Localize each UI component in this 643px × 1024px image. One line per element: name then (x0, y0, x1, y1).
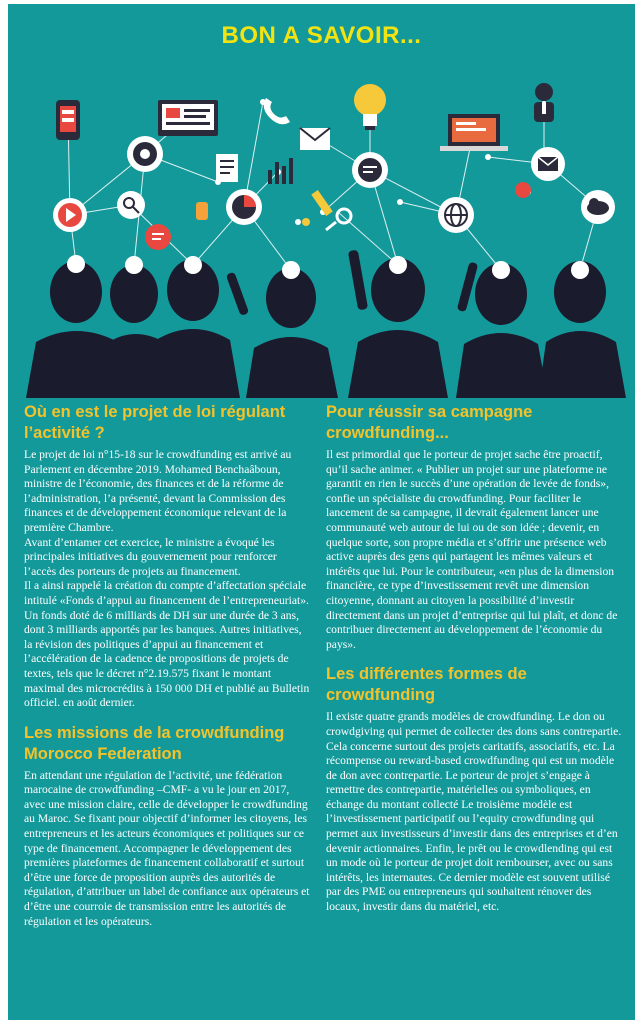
paragraph: Il est primordial que le porteur de projet sache être proactif, qu’il sache animer. « Publier un projet sur une plateforme ne garantit en rien le succès d’une opération de levée de fonds», confie un spécialiste du crowdfunding. Pour faciliter le lancement de sa campagne, il devrait également lancer une communauté web autour de lui ou de son idée ; devenir, en quelque sorte, son propre média et s’offrir une présence web active auprès des gens qui partagent les mêmes valeurs et intérêts que lui. Pour le contributeur, «en plus de la dimension financière, ce type d’investissement revêt une dimension citoyenne, donnant au citoyen la possibilité d’investir directement dans un projet d’entreprise qui lui plaît, et donc de contribuer directement au développement de l’économie du pays». (326, 448, 618, 651)
paragraph: Le projet de loi n°15-18 sur le crowdfunding est arrivé au Parlement en décembre 2019. Mohamed Benchaâboun, ministre de l’économie, des finances et de la réforme de l’administration, l’a présenté, devant la Commission des finances et de développement économique relevant de la première Chambre. (24, 448, 292, 534)
hand-pointer-icon (196, 202, 208, 220)
globe-icon (438, 197, 474, 233)
crowd-ideas-illustration (8, 62, 635, 398)
lightbulb-icon (354, 84, 386, 130)
section-heading-campagne: Pour réussir sa campagne crowdfunding... (326, 403, 533, 442)
paragraph: Il existe quatre grands modèles de crowdfunding. Le don ou crowdgiving qui permet de collecter des dons sans contrepartie. Cela concerne surtout des projets caritatifs, associatifs, etc. La récompense ou reward-based crowdfunding qui est un modèle de don avec contrepartie. Le porteur de projet s’engage à remettre des contrepartie, matérielles ou symboliques, en échange du montant collecté Le troisième modèle est l’investissement participatif ou l’equity crowdfunding qui permet aux investisseurs d’investir dans des entreprises et d’en devenir actionnaires. Enfin, le prêt ou le crowdlending qui est un mode où le porteur de projet doit rembourser, avec ou sans intérêts, les internautes. Ce dernier modèle est souvent utilisé par des PME ou entrepreneurs qui souhaitent rénover des locaux, investir dans du matériel, etc. (326, 710, 622, 914)
paragraph: En attendant une régulation de l’activité, une fédération marocaine de crowdfunding –CMF- a vu le jour en 2017, avec une mission claire, celle de développer le crowdfunding au Maroc. Se fixant pour objectif d’informer les citoyens, les entrepreneurs et les acteurs économiques et politiques sur ce type de financement. Accompagner le développement des premières plateformes de financement collaboratif et surtout d’être une force de proposition auprès des autorités de régulation, d’attribuer un label de confiance aux opérateurs et d’être une courroie de transmission entre les autorités de régulation et les opérateurs. (24, 768, 310, 928)
gear-icon (127, 136, 163, 172)
crowd-silhouettes (26, 250, 626, 398)
cloud-icon (581, 190, 615, 224)
section-heading-formes: Les différentes formes de crowdfunding (326, 665, 527, 705)
play-icon (53, 198, 87, 232)
document-icon (216, 154, 238, 182)
pie-chart-icon (226, 189, 262, 225)
section-heading-projet-loi: Où en est le projet de loi régulant l’activité ? (24, 403, 286, 442)
decor-dot (515, 182, 531, 198)
article-page (8, 4, 635, 1020)
section-heading-missions: Les missions de la crowdfunding Morocco Federation (24, 723, 285, 763)
presentation-icon (158, 100, 218, 136)
laptop-icon (440, 114, 508, 151)
phone-icon (56, 100, 80, 140)
mail-icon (300, 128, 330, 150)
mail-circle-icon (531, 147, 565, 181)
decor-dot (302, 218, 310, 226)
page-title: BON A SAVOIR... (221, 22, 422, 49)
paragraph: Avant d’entamer cet exercice, le ministre a évoqué les principales initiatives du gouvernement pour renforcer l’accès des porteurs de projets au financement. (24, 535, 277, 578)
chat-icon (352, 152, 388, 188)
search-icon (117, 191, 145, 219)
speech-bubble-icon (145, 224, 171, 250)
user-icon (534, 83, 554, 122)
right-column (326, 402, 623, 915)
telephone-icon (264, 98, 290, 124)
paragraph: Il a ainsi rappelé la création du compte d’affectation spéciale intitulé «Fonds d’appui au financement de l’entrepreneuriat». Un fonds doté de 6 milliards de DH sur une durée de 3 ans, dont 3 milliards apportés par les banques. Autres initiatives, la révision des politiques d’appui au financement et l’accélération de la cadence de propositions de projets de textes, tels que le décret n°2.19.575 fixant le montant maximal des microcrédits à 150 000 DH et publié au Bulletin officiel. en août dernier. (24, 579, 310, 710)
left-column (24, 402, 310, 929)
